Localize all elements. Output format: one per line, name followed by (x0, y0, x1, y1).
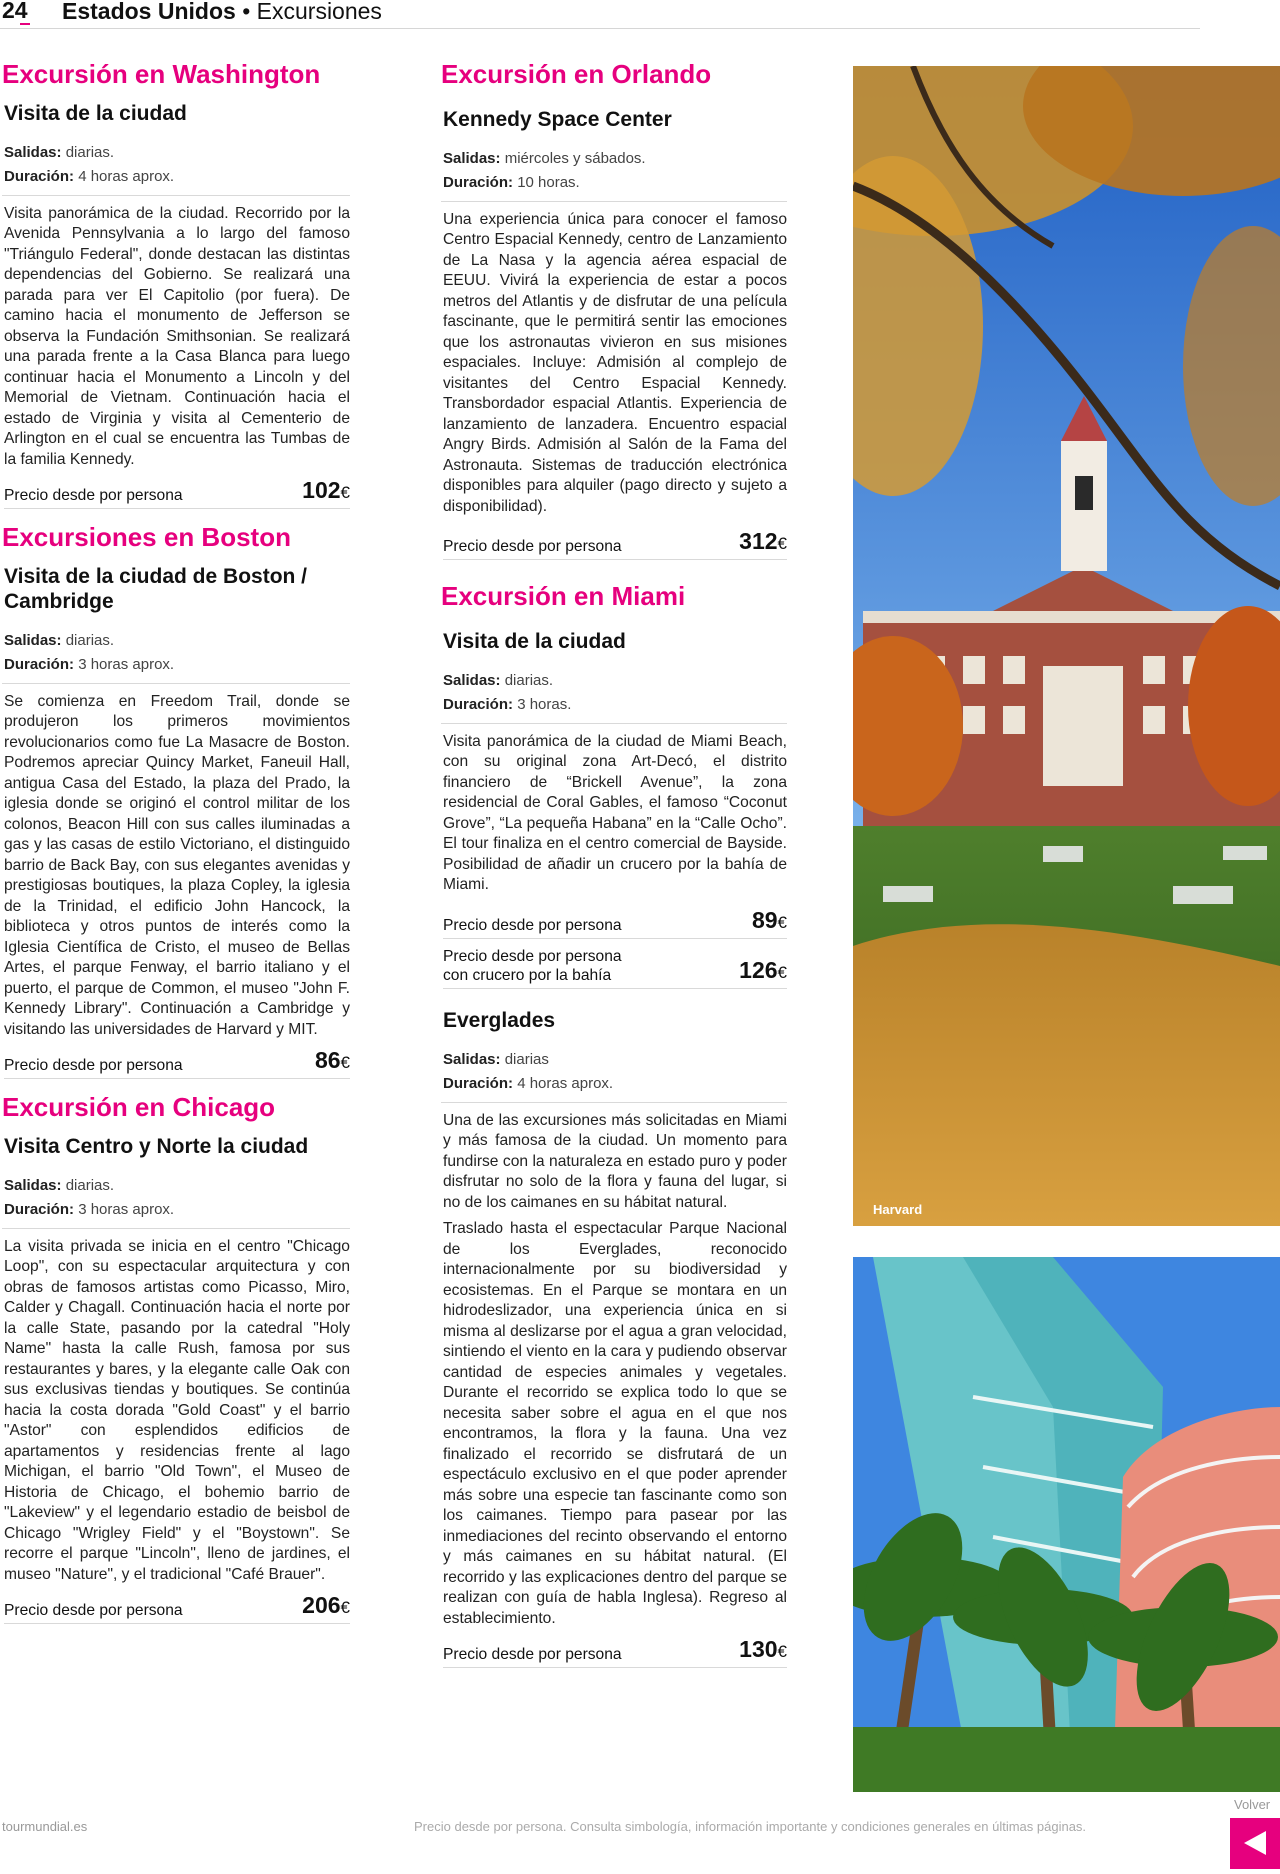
miami-meta (443, 669, 787, 717)
price-label: Precio desde por persona (443, 538, 622, 556)
miami-description: Visita panorámica de la ciudad de Miami Beach, con su original zona Art-Decó, el distrito financiero de “Brickell Avenue”, la zona residencial de Coral Gables, el famoso “Coconut Grove”, “La pequeña Habana” en la “Calle Ocho”. El tour finaliza en el centro comercial de Bayside. Posibilidad de añadir un crucero por la bahía de Miami. (443, 732, 787, 894)
boston-price-amount: 86 (314, 1047, 341, 1074)
orlando-price-amount: 312 (739, 528, 778, 555)
page-header (0, 0, 1200, 29)
boston-description: Se comienza en Freedom Trail, donde se produjeron los primeros movimientos revolucionarios como fue La Masacre de Boston. Podremos apreciar Quincy Market, Faneuil Hall, antigua Casa del Estado, la plaza del Prado, la iglesia donde se originó el control militar de los colonos, Beacon Hill con sus calles iluminadas a gas y las casas de estilo Victoriano, el distinguido barrio de Back Bay, con sus elegantes avenidas y prestigiosas boutiques, la plaza Copley, la iglesia de la Trinidad, el edificio John Hancock, la biblioteca y otros puntos de interés como la Iglesia Científica de Cristo, el museo de Bellas Artes, el parque Fenway, el barrio italiano y el puerto, el parque de Common, el museo "John F. Kennedy Library". Continuación a Cambridge y visitando las universidades de Harvard y MIT. (4, 692, 350, 1038)
miami-price-row (443, 908, 787, 939)
miami-salidas: diarias. (504, 671, 554, 689)
duracion-label: Duración: (4, 167, 75, 185)
miami-excursion-name: Visita de la ciudad (443, 630, 626, 654)
footer-note: Precio desde por persona. Consulta simbología, información importante y condiciones generales en últimas páginas. (414, 1819, 1087, 1834)
everglades-excursion-name: Everglades (443, 1008, 556, 1032)
salidas-label: Salidas: (443, 149, 501, 167)
miami-cruise-price-amount: 126 (739, 956, 778, 983)
header-separator: • (235, 0, 257, 24)
washington-price-row (4, 478, 350, 509)
currency-symbol: € (777, 962, 787, 982)
chicago-description: La visita privada se inicia en el centro "Chicago Loop", con su espectacular arquitectura y con obras de famosos artistas como Picasso, Miro, Calder y Chagall. Continuación hacia el norte por la calle State, pasando por la catedral "Holy Name" hasta la calle Rush, famosa por sus restaurantes y bares, y la elegante calle Oak con sus exclusivas tiendas y boutiques. Se continúa hacia la costa dorada "Gold Coast" y el barrio "Astor" con esplendidos edificios de apartamentos y residencias frente al lago Michigan, el barrio "Old Town", el Museo de Historia de Chicago, el bohemio barrio de "Lakeview" y el legendario estadio de beisbol de Chicago "Wrigley Field" y el "Boystown". Se recorre el parque "Lincoln", lleno de jardines, el museo "Nature", y el tradicional "Café Brauer". (4, 1237, 350, 1583)
currency-symbol: € (340, 483, 350, 503)
everglades-meta (443, 1048, 787, 1096)
currency-symbol: € (777, 534, 787, 554)
boston-duracion: 3 horas aprox. (78, 655, 175, 673)
footer-site: tourmundial.es (2, 1819, 88, 1834)
miami-duracion: 3 horas. (517, 695, 572, 713)
duracion-label: Duración: (443, 173, 514, 191)
salidas-label: Salidas: (4, 1176, 62, 1194)
volver-label[interactable]: Volver (1234, 1797, 1271, 1812)
chicago-duracion: 3 horas aprox. (78, 1200, 175, 1218)
left-column (2, 60, 350, 1624)
orlando-price (739, 529, 787, 556)
volver-button[interactable] (1230, 1818, 1280, 1869)
salidas-label: Salidas: (4, 631, 62, 649)
everglades-duracion: 4 horas aprox. (517, 1074, 614, 1092)
duracion-label: Duración: (4, 1200, 75, 1218)
miami-cruise-label-line1: Precio desde por persona (443, 947, 622, 965)
divider (2, 195, 350, 196)
boston-section (2, 523, 350, 1079)
orlando-salidas: miércoles y sábados. (504, 149, 646, 167)
chicago-title: Excursión en Chicago (2, 1092, 276, 1123)
washington-excursion-name: Visita de la ciudad (4, 101, 187, 125)
orlando-duracion: 10 horas. (517, 173, 580, 191)
washington-title: Excursión en Washington (2, 59, 321, 89)
orlando-title: Excursión en Orlando (441, 59, 712, 89)
currency-symbol: € (340, 1598, 350, 1618)
duracion-label: Duración: (4, 655, 75, 673)
chicago-meta (4, 1174, 350, 1222)
page-number-underline (20, 23, 30, 25)
harvard-photo (853, 66, 1280, 1226)
boston-excursion-name: Visita de la ciudad de Boston / Cambridge (4, 565, 308, 613)
divider (441, 723, 787, 724)
orlando-price-row (443, 529, 787, 560)
washington-description: Visita panorámica de la ciudad. Recorrido por la Avenida Pennsylvania a lo largo del famoso "Triángulo Federal", donde destacan las distintas dependencias del Gobierno. Se realizará una parada para ver El Capitolio (por fuera). De camino hacia el monumento de Jefferson se observa la Fundación Smithsonian. Se realizará una parada frente a la Casa Blanca para luego continuar hacia el Monumento a Lincoln y del Memorial de Vietnam. Continuación hacia el estado de Virginia y visita al Cementerio de Arlington en el cual se encuentra las Tumbas de la familia Kennedy. (4, 204, 350, 468)
harvard-caption: Harvard (873, 1202, 923, 1217)
everglades-price-amount: 130 (739, 1636, 778, 1663)
chicago-price (302, 1593, 350, 1620)
orlando-excursion-name: Kennedy Space Center (443, 107, 672, 131)
back-arrow-icon (1230, 1818, 1280, 1869)
miami-photo (853, 1257, 1280, 1792)
harvard-illustration (853, 66, 1280, 1226)
divider (2, 683, 350, 684)
divider (441, 1102, 787, 1103)
chicago-price-amount: 206 (302, 1592, 341, 1619)
price-label: Precio desde por persona (4, 487, 183, 505)
chicago-salidas: diarias. (65, 1176, 115, 1194)
price-label: Precio desde por persona (4, 1602, 183, 1620)
washington-section (2, 60, 350, 509)
miami-price-amount: 89 (751, 906, 778, 933)
header-title (62, 0, 382, 25)
boston-meta (4, 629, 350, 677)
miami-illustration (853, 1257, 1280, 1792)
divider (2, 1228, 350, 1229)
salidas-label: Salidas: (4, 143, 62, 161)
chicago-excursion-name: Visita Centro y Norte la ciudad (4, 1134, 309, 1158)
currency-symbol: € (777, 912, 787, 932)
washington-price-amount: 102 (302, 477, 341, 504)
everglades-section (441, 1009, 787, 1668)
currency-symbol: € (777, 1642, 787, 1662)
miami-cruise-price-row (443, 947, 787, 989)
miami-price (752, 908, 787, 935)
salidas-label: Salidas: (443, 671, 501, 689)
everglades-price-row (443, 1637, 787, 1668)
boston-salidas: diarias. (65, 631, 115, 649)
miami-cruise-price-label (443, 947, 622, 985)
duracion-label: Duración: (443, 1074, 514, 1092)
boston-title: Excursiones en Boston (2, 522, 291, 553)
chicago-price-row (4, 1593, 350, 1624)
miami-cruise-price (739, 958, 787, 985)
washington-salidas: diarias. (65, 143, 115, 161)
everglades-description: Traslado hasta el espectacular Parque Nacional de los Everglades, reconocido internacionalmente por su biodiversidad y ecosistemas. En el Parque se montara en un hidrodeslizador, una experiencia única en si misma al deslizarse por el agua a gran velocidad, sintiendo el viento en la cara y pudiendo observar cantidad de especies animales y vegetales. Durante el recorrido se explica todo lo que se necesita saber sobre el agua en el que nos encontramos, la flora y la fauna. Una vez finalizado el recorrido se disfrutará de un espectáculo exclusivo en el que poder aprender más sobre una especie tan fascinante como son los caimanes. Tiempo para pasear por las inmediaciones del recinto observando el entorno y más caimanes en su hábitat natural. (El recorrido y las explicaciones dentro del parque se realizan con guía de habla Inglesa). Regreso al establecimiento. (443, 1220, 787, 1627)
boston-price (315, 1048, 350, 1075)
middle-column (441, 60, 787, 1668)
orlando-section (441, 60, 787, 560)
divider (441, 201, 787, 202)
washington-meta (4, 141, 350, 189)
header-country: Estados Unidos (62, 0, 236, 24)
chicago-section (2, 1093, 350, 1624)
washington-price (302, 478, 350, 505)
salidas-label: Salidas: (443, 1050, 501, 1068)
washington-duracion: 4 horas aprox. (78, 167, 175, 185)
everglades-salidas: diarias (504, 1050, 549, 1068)
price-label: Precio desde por persona (443, 916, 622, 934)
miami-title: Excursión en Miami (441, 581, 686, 612)
miami-cruise-label-line2: con crucero por la bahía (443, 966, 612, 984)
everglades-description-intro: Una de las excursiones más solicitadas en Miami y más famosa de la ciudad. Un momento para fundirse con la naturaleza en estado puro y poder disfrutar no solo de la flora y fauna del lugar, si no de los caimanes en su hábitat natural. (443, 1111, 787, 1211)
currency-symbol: € (340, 1053, 350, 1073)
price-label: Precio desde por persona (4, 1057, 183, 1075)
everglades-price (739, 1637, 787, 1664)
price-label: Precio desde por persona (443, 1646, 622, 1664)
header-section: Excursiones (256, 0, 382, 24)
boston-price-row (4, 1048, 350, 1079)
orlando-description: Una experiencia única para conocer el famoso Centro Espacial Kennedy, centro de Lanzamiento de La Nasa y la agencia aérea espacial de EEUU. Vivirá la experiencia de estar a pocos metros del Atlantis y de disfrutar de una película fascinante, que le permitirá sentir las emociones que los astronautas vivieron en sus misiones espaciales. Incluye: Admisión al complejo de visitantes del Centro Espacial Kennedy. Transbordador espacial Atlantis. Experiencia de lanzamiento de lanzadera. Encuentro espacial Angry Birds. Admisión al Salón de la Fama del Astronauta. Sistemas de traducción electrónica disponibles para alquiler (pago directo y sujeto a disponibilidad). (443, 210, 787, 515)
page-number: 24 (2, 0, 28, 23)
miami-section (441, 582, 787, 989)
orlando-meta (443, 147, 787, 195)
duracion-label: Duración: (443, 695, 514, 713)
